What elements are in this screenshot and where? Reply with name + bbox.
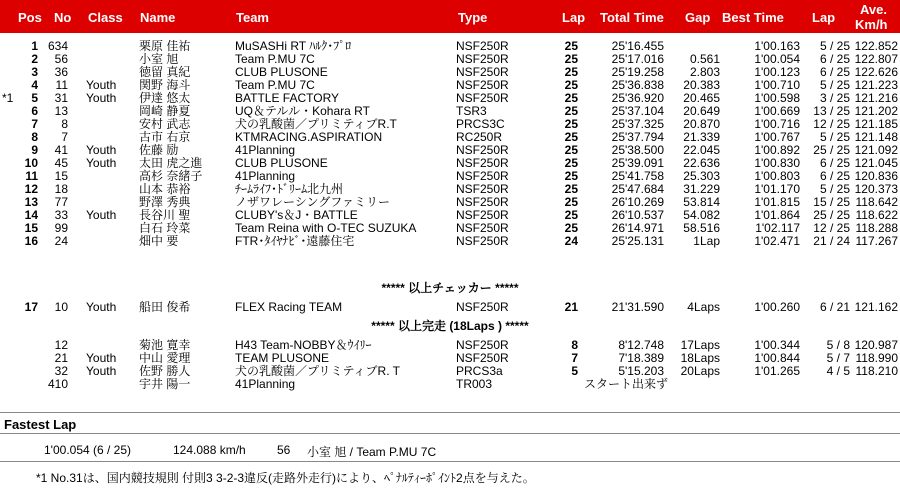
average-speed: 121.223 bbox=[854, 78, 898, 92]
fastest-lap-title: Fastest Lap bbox=[4, 417, 77, 432]
header-kmh: Km/h bbox=[855, 17, 888, 32]
rider-name: 伊達 悠太 bbox=[139, 91, 191, 105]
gap: 22.636 bbox=[683, 156, 720, 170]
team-name: Team P.MU 7C bbox=[235, 52, 315, 66]
car-number: 77 bbox=[54, 195, 68, 209]
result-row bbox=[0, 79, 900, 91]
result-row bbox=[0, 105, 900, 117]
rider-name: 宇井 陽一 bbox=[139, 377, 191, 391]
bike-type: TSR3 bbox=[456, 104, 487, 118]
best-lap: 6 / 25 bbox=[819, 156, 850, 170]
average-speed: 120.373 bbox=[854, 182, 898, 196]
bike-type: NSF250R bbox=[456, 52, 509, 66]
team-name: TEAM PLUSONE bbox=[235, 351, 330, 365]
rider-name: 菊池 寛幸 bbox=[139, 338, 191, 352]
status: スタート出来ず bbox=[584, 377, 669, 391]
best-time: 1'00.767 bbox=[754, 130, 800, 144]
best-lap: 5 / 25 bbox=[819, 182, 850, 196]
best-time: 1'00.803 bbox=[754, 169, 800, 183]
average-speed: 122.626 bbox=[854, 65, 898, 79]
best-lap: 5 / 8 bbox=[826, 338, 850, 352]
best-lap: 5 / 25 bbox=[819, 78, 850, 92]
divider-line bbox=[0, 461, 900, 462]
header-team: Team bbox=[236, 10, 269, 25]
gap: 4Laps bbox=[687, 300, 720, 314]
divider-line bbox=[0, 412, 900, 413]
class: Youth bbox=[86, 351, 117, 365]
total-time: 8'12.748 bbox=[618, 338, 664, 352]
result-row bbox=[0, 352, 900, 364]
gap: 20.649 bbox=[683, 104, 720, 118]
laps: 25 bbox=[564, 182, 578, 196]
laps: 25 bbox=[564, 65, 578, 79]
team-name: CLUB PLUSONE bbox=[235, 156, 328, 170]
team-name: H43 Team-NOBBY＆ｳｲﾘｰ bbox=[235, 338, 372, 352]
best-time: 1'00.123 bbox=[754, 65, 800, 79]
header-class: Class bbox=[88, 10, 123, 25]
best-time: 1'00.830 bbox=[754, 156, 800, 170]
header-best-time: Best Time bbox=[722, 10, 784, 25]
team-name: Team P.MU 7C bbox=[235, 78, 315, 92]
car-number: 10 bbox=[54, 300, 68, 314]
header-gap: Gap bbox=[685, 10, 711, 25]
car-number: 21 bbox=[54, 351, 68, 365]
average-speed: 118.622 bbox=[855, 208, 898, 222]
result-row bbox=[0, 131, 900, 143]
best-lap: 15 / 25 bbox=[813, 195, 850, 209]
laps: 25 bbox=[564, 156, 578, 170]
result-row bbox=[0, 92, 900, 104]
rider-name: 関野 海斗 bbox=[139, 78, 191, 92]
header-total-time: Total Time bbox=[600, 10, 664, 25]
best-time: 1'00.710 bbox=[754, 78, 800, 92]
best-time: 1'00.716 bbox=[754, 117, 800, 131]
car-number: 45 bbox=[54, 156, 68, 170]
divider-line bbox=[0, 433, 900, 434]
car-number: 8 bbox=[61, 117, 68, 131]
laps: 25 bbox=[564, 143, 578, 157]
gap: 1Lap bbox=[693, 234, 720, 248]
result-row bbox=[0, 66, 900, 78]
header-ave: Ave. bbox=[860, 2, 887, 17]
total-time: 25'16.455 bbox=[611, 39, 664, 53]
bike-type: NSF250R bbox=[456, 221, 509, 235]
team-name: UQ＆テルル・Kohara RT bbox=[235, 104, 370, 118]
result-row bbox=[0, 301, 900, 313]
best-time: 1'00.844 bbox=[754, 351, 800, 365]
result-row bbox=[0, 157, 900, 169]
bike-type: PRCS3C bbox=[456, 117, 505, 131]
laps: 25 bbox=[564, 195, 578, 209]
best-time: 1'00.054 bbox=[754, 52, 800, 66]
total-time: 26'14.971 bbox=[611, 221, 664, 235]
rider-name: 小室 旭 bbox=[139, 52, 179, 66]
team-name: 犬の乳酸菌／プリミティブR. T bbox=[235, 364, 401, 378]
section-divider: ***** 以上完走 (18Laps ) ***** bbox=[371, 319, 529, 333]
car-number: 24 bbox=[54, 234, 68, 248]
average-speed: 122.852 bbox=[854, 39, 898, 53]
best-lap: 6 / 21 bbox=[819, 300, 850, 314]
laps: 25 bbox=[564, 130, 578, 144]
best-lap: 3 / 25 bbox=[819, 91, 850, 105]
total-time: 25'41.758 bbox=[611, 169, 664, 183]
best-time: 1'01.864 bbox=[754, 208, 800, 222]
team-name: 41Planning bbox=[235, 143, 296, 157]
header-pos: Pos bbox=[18, 10, 42, 25]
total-time: 25'17.016 bbox=[611, 52, 664, 66]
results-header bbox=[0, 0, 900, 33]
total-time: 5'15.203 bbox=[618, 364, 664, 378]
total-time: 25'37.325 bbox=[611, 117, 664, 131]
laps: 25 bbox=[564, 221, 578, 235]
laps: 25 bbox=[564, 208, 578, 222]
header-best-lap: Lap bbox=[812, 10, 836, 25]
best-lap: 4 / 5 bbox=[826, 364, 850, 378]
rider-name: 中山 愛理 bbox=[139, 351, 191, 365]
position: 4 bbox=[31, 78, 38, 92]
header-lap: Lap bbox=[562, 10, 586, 25]
bike-type: NSF250R bbox=[456, 156, 509, 170]
result-row bbox=[0, 118, 900, 130]
best-lap: 13 / 25 bbox=[813, 104, 850, 118]
rider-name: 徳留 真紀 bbox=[139, 65, 191, 79]
laps: 5 bbox=[571, 364, 578, 378]
result-row bbox=[0, 183, 900, 195]
position: 13 bbox=[24, 195, 38, 209]
result-row bbox=[0, 222, 900, 234]
car-number: 32 bbox=[54, 364, 68, 378]
header-type: Type bbox=[458, 10, 488, 25]
best-time: 1'00.260 bbox=[754, 300, 800, 314]
rider-name: 岡崎 静夏 bbox=[139, 104, 191, 118]
average-speed: 120.836 bbox=[854, 169, 898, 183]
best-lap: 6 / 25 bbox=[819, 52, 850, 66]
team-name: Team Reina with O-TEC SUZUKA bbox=[235, 221, 417, 235]
fastest-lap-rider: 小室 旭 / Team P.MU 7C bbox=[307, 445, 437, 459]
gap: 20Laps bbox=[680, 364, 720, 378]
header-name: Name bbox=[140, 10, 176, 25]
car-number: 12 bbox=[54, 338, 68, 352]
car-number: 36 bbox=[54, 65, 68, 79]
average-speed: 118.210 bbox=[855, 364, 898, 378]
best-lap: 5 / 7 bbox=[826, 351, 850, 365]
team-name: CLUB PLUSONE bbox=[235, 65, 328, 79]
average-speed: 122.807 bbox=[854, 52, 898, 66]
position: 7 bbox=[31, 117, 38, 131]
result-row bbox=[0, 170, 900, 182]
bike-type: NSF250R bbox=[456, 169, 509, 183]
rider-name: 野澤 秀典 bbox=[139, 195, 191, 209]
total-time: 25'47.684 bbox=[611, 182, 664, 196]
position: 14 bbox=[24, 208, 38, 222]
result-row bbox=[0, 365, 900, 377]
best-lap: 6 / 25 bbox=[819, 65, 850, 79]
best-time: 1'01.170 bbox=[754, 182, 800, 196]
team-name: FTR･ﾀｲﾔﾅﾋﾞ･遠藤住宅 bbox=[235, 234, 355, 248]
header-no: No bbox=[54, 10, 72, 25]
laps: 25 bbox=[564, 169, 578, 183]
average-speed: 121.162 bbox=[854, 300, 898, 314]
result-row bbox=[0, 209, 900, 221]
position: 3 bbox=[31, 65, 38, 79]
average-speed: 118.642 bbox=[855, 195, 898, 209]
bike-type: NSF250R bbox=[456, 91, 509, 105]
team-name: 41Planning bbox=[235, 377, 296, 391]
car-number: 31 bbox=[54, 91, 68, 105]
average-speed: 118.990 bbox=[855, 351, 898, 365]
average-speed: 120.987 bbox=[854, 338, 898, 352]
best-lap: 6 / 25 bbox=[819, 169, 850, 183]
gap: 0.561 bbox=[689, 52, 720, 66]
position: 10 bbox=[24, 156, 38, 170]
bike-type: NSF250R bbox=[456, 65, 509, 79]
gap: 20.383 bbox=[683, 78, 720, 92]
team-name: BATTLE FACTORY bbox=[235, 91, 340, 105]
laps: 24 bbox=[564, 234, 578, 248]
laps: 25 bbox=[564, 78, 578, 92]
position: 1 bbox=[31, 39, 38, 53]
gap: 18Laps bbox=[680, 351, 720, 365]
laps: 7 bbox=[571, 351, 578, 365]
laps: 21 bbox=[564, 300, 578, 314]
result-row bbox=[0, 144, 900, 156]
gap: 31.229 bbox=[683, 182, 720, 196]
best-time: 1'00.163 bbox=[754, 39, 800, 53]
car-number: 634 bbox=[47, 39, 68, 53]
best-lap: 5 / 25 bbox=[819, 39, 850, 53]
result-row bbox=[0, 40, 900, 52]
car-number: 18 bbox=[54, 182, 68, 196]
bike-type: NSF250R bbox=[456, 234, 509, 248]
class: Youth bbox=[86, 91, 117, 105]
result-row bbox=[0, 196, 900, 208]
team-name: 犬の乳酸菌／プリミティブR.T bbox=[235, 117, 397, 131]
rider-name: 白石 玲菜 bbox=[139, 221, 191, 235]
laps: 25 bbox=[564, 52, 578, 66]
team-name: KTMRACING.ASPIRATION bbox=[235, 130, 383, 144]
total-time: 25'37.104 bbox=[611, 104, 664, 118]
rider-name: 船田 俊希 bbox=[139, 300, 191, 314]
rider-name: 古市 右京 bbox=[139, 130, 191, 144]
best-time: 1'01.265 bbox=[754, 364, 800, 378]
dns-row bbox=[0, 378, 900, 390]
total-time: 21'31.590 bbox=[611, 300, 664, 314]
car-number: 410 bbox=[47, 377, 68, 391]
total-time: 7'18.389 bbox=[618, 351, 664, 365]
bike-type: NSF250R bbox=[456, 351, 509, 365]
position: 16 bbox=[24, 234, 38, 248]
gap: 58.516 bbox=[683, 221, 720, 235]
team-name: CLUBY's＆J・BATTLE bbox=[235, 208, 358, 222]
best-time: 1'00.598 bbox=[754, 91, 800, 105]
car-number: 15 bbox=[54, 169, 68, 183]
position: 8 bbox=[31, 130, 38, 144]
class: Youth bbox=[86, 156, 117, 170]
bike-type: NSF250R bbox=[456, 208, 509, 222]
best-time: 1'00.344 bbox=[754, 338, 800, 352]
team-name: ノザワレーシングファミリー bbox=[235, 195, 390, 209]
gap: 21.339 bbox=[683, 130, 720, 144]
class: Youth bbox=[86, 143, 117, 157]
car-number: 33 bbox=[54, 208, 68, 222]
total-time: 25'19.258 bbox=[611, 65, 664, 79]
section-divider: ***** 以上チェッカー ***** bbox=[381, 281, 519, 295]
team-name: 41Planning bbox=[235, 169, 296, 183]
position: 2 bbox=[31, 52, 38, 66]
class: Youth bbox=[86, 364, 117, 378]
total-time: 25'39.091 bbox=[611, 156, 664, 170]
rider-name: 安村 武志 bbox=[139, 117, 191, 131]
class: Youth bbox=[86, 78, 117, 92]
car-number: 11 bbox=[55, 78, 68, 92]
footnote: *1 No.31は、国内競技規則 付則3 3-2-3違反(走路外走行)により、ﾍﾟﾅﾙﾃｨｰﾎﾟｲﾝﾄ2点を与えた。 bbox=[36, 471, 535, 485]
laps: 25 bbox=[564, 39, 578, 53]
best-lap: 12 / 25 bbox=[813, 221, 850, 235]
bike-type: RC250R bbox=[456, 130, 503, 144]
bike-type: PRCS3a bbox=[456, 364, 503, 378]
total-time: 26'10.537 bbox=[611, 208, 664, 222]
car-number: 7 bbox=[61, 130, 68, 144]
total-time: 25'38.500 bbox=[611, 143, 664, 157]
position: 6 bbox=[31, 104, 38, 118]
best-time: 1'00.892 bbox=[754, 143, 800, 157]
gap: 53.814 bbox=[683, 195, 720, 209]
rider-name: 山本 恭裕 bbox=[139, 182, 191, 196]
rider-name: 佐藤 励 bbox=[139, 143, 179, 157]
position: 12 bbox=[24, 182, 38, 196]
gap: 20.870 bbox=[683, 117, 720, 131]
best-lap: 12 / 25 bbox=[813, 117, 850, 131]
average-speed: 117.267 bbox=[855, 234, 898, 248]
team-name: ﾁｰﾑﾗｲﾌ･ﾄﾞﾘｰﾑ北九州 bbox=[235, 182, 344, 196]
fastest-lap-row bbox=[0, 443, 900, 457]
total-time: 25'25.131 bbox=[611, 234, 664, 248]
result-row bbox=[0, 339, 900, 351]
team-name: FLEX Racing TEAM bbox=[235, 300, 343, 314]
gap: 20.465 bbox=[683, 91, 720, 105]
laps: 8 bbox=[571, 338, 578, 352]
bike-type: NSF250R bbox=[456, 300, 509, 314]
gap: 54.082 bbox=[683, 208, 720, 222]
fastest-lap-speed: 124.088 km/h bbox=[173, 443, 246, 457]
rider-name: 高杉 奈緒子 bbox=[139, 169, 203, 183]
position: 9 bbox=[31, 143, 38, 157]
best-lap: 25 / 25 bbox=[813, 208, 850, 222]
rider-name: 畑中 要 bbox=[139, 234, 179, 248]
bike-type: NSF250R bbox=[456, 78, 509, 92]
car-number: 41 bbox=[54, 143, 68, 157]
bike-type: NSF250R bbox=[456, 143, 509, 157]
car-number: 99 bbox=[54, 221, 68, 235]
team-name: MuSASHi RT ﾊﾙｸ･ﾌﾟﾛ bbox=[235, 39, 352, 53]
rider-name: 佐野 勝人 bbox=[139, 364, 191, 378]
position: 15 bbox=[24, 221, 38, 235]
bike-type: NSF250R bbox=[456, 195, 509, 209]
best-time: 1'02.471 bbox=[754, 234, 800, 248]
laps: 25 bbox=[564, 117, 578, 131]
total-time: 25'36.920 bbox=[611, 91, 664, 105]
average-speed: 121.185 bbox=[854, 117, 898, 131]
best-lap: 21 / 24 bbox=[813, 234, 850, 248]
bike-type: NSF250R bbox=[456, 182, 509, 196]
gap: 17Laps bbox=[680, 338, 720, 352]
total-time: 26'10.269 bbox=[611, 195, 664, 209]
result-row bbox=[0, 235, 900, 247]
car-number: 56 bbox=[54, 52, 68, 66]
average-speed: 121.202 bbox=[854, 104, 898, 118]
fastest-lap-no: 56 bbox=[277, 443, 291, 457]
result-row bbox=[0, 53, 900, 65]
bike-type: TR003 bbox=[456, 377, 493, 391]
note-marker: *1 bbox=[2, 91, 14, 105]
total-time: 25'37.794 bbox=[611, 130, 664, 144]
position: 17 bbox=[24, 300, 38, 314]
total-time: 25'36.838 bbox=[611, 78, 664, 92]
rider-name: 長谷川 聖 bbox=[139, 208, 191, 222]
position: 11 bbox=[25, 169, 38, 183]
best-time: 1'00.669 bbox=[754, 104, 800, 118]
class: Youth bbox=[86, 208, 117, 222]
average-speed: 121.216 bbox=[854, 91, 898, 105]
car-number: 13 bbox=[54, 104, 68, 118]
bike-type: NSF250R bbox=[456, 39, 509, 53]
average-speed: 121.148 bbox=[854, 130, 898, 144]
bike-type: NSF250R bbox=[456, 338, 509, 352]
gap: 25.303 bbox=[683, 169, 720, 183]
average-speed: 118.288 bbox=[855, 221, 898, 235]
class: Youth bbox=[86, 300, 117, 314]
laps: 25 bbox=[564, 91, 578, 105]
laps: 25 bbox=[564, 104, 578, 118]
rider-name: 太田 虎之進 bbox=[139, 156, 203, 170]
gap: 2.803 bbox=[689, 65, 720, 79]
rider-name: 栗原 佳祐 bbox=[139, 39, 191, 53]
best-time: 1'01.815 bbox=[754, 195, 800, 209]
position: 5 bbox=[31, 91, 38, 105]
best-lap: 5 / 25 bbox=[819, 130, 850, 144]
average-speed: 121.092 bbox=[854, 143, 898, 157]
average-speed: 121.045 bbox=[854, 156, 898, 170]
best-lap: 25 / 25 bbox=[813, 143, 850, 157]
best-time: 1'02.117 bbox=[755, 221, 800, 235]
gap: 22.045 bbox=[683, 143, 720, 157]
fastest-lap-time: 1'00.054 (6 / 25) bbox=[44, 443, 132, 457]
